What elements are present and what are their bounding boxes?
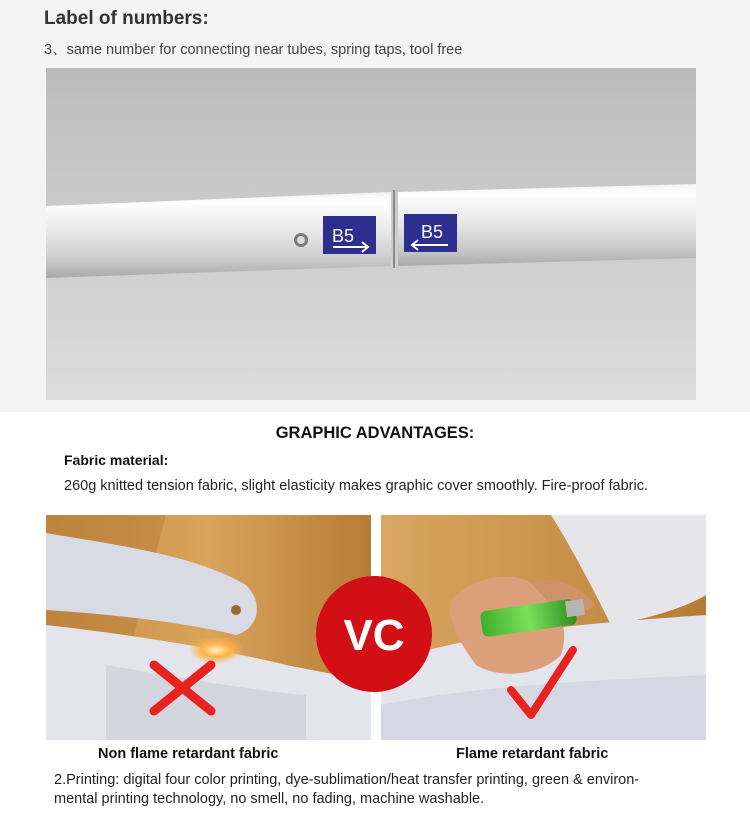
graphic-advantages-title: GRAPHIC ADVANTAGES:	[275, 424, 475, 442]
fabric-material-text: 260g knitted tension fabric, slight elasticity makes graphic cover smoothly. Fire-proof fabric.	[64, 478, 649, 494]
tube-label-right-text: B5	[421, 222, 444, 242]
non-flame-retardant-caption: Non flame retardant fabric	[98, 746, 279, 762]
printing-description	[54, 771, 704, 809]
vc-badge-text: VC	[343, 611, 405, 660]
flame	[188, 636, 244, 664]
printing-line-2: mental printing technology, no smell, no fading, machine washable.	[54, 791, 485, 807]
tube-label-left-text: B5	[332, 226, 355, 246]
tube-illustration	[46, 68, 696, 400]
flame-retardant-caption: Flame retardant fabric	[456, 746, 609, 762]
section-title: Label of numbers:	[44, 8, 209, 29]
vc-badge	[314, 574, 434, 694]
tube-connection-photo	[46, 68, 696, 400]
fabric-material-heading: Fabric material:	[64, 452, 169, 468]
section-subtitle: 3、same number for connecting near tubes, spring taps, tool free	[44, 42, 463, 58]
printing-line-1: 2.Printing: digital four color printing, dye-sublimation/heat transfer printing, green & environ-	[54, 772, 640, 788]
